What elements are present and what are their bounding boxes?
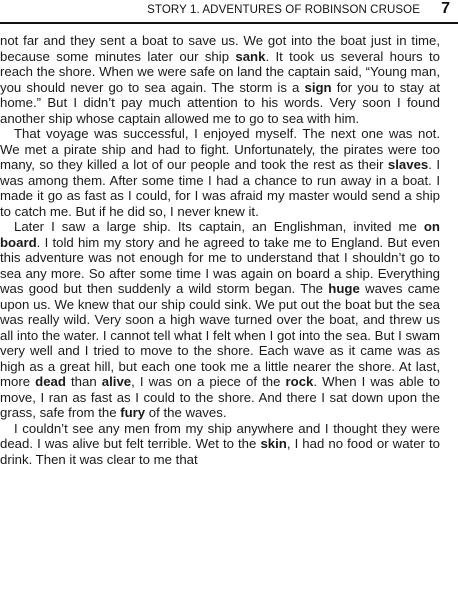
text-run: I couldn’t see any men from my ship anywhere and I thought they were dead. I was alive but felt terrible. Wet to the bbox=[0, 420, 440, 451]
paragraph-4 bbox=[0, 421, 440, 468]
story-text bbox=[0, 33, 440, 467]
text-run: for you to stay at home.” But I didn’t pay much attention to his words. Very soon I found another ship whose captain allowed me to go to sea with him. bbox=[0, 79, 440, 126]
text-run: waves came upon us. We knew that our ship could sink. We put out the boat but the sea was really wild. Very soon a high wave turned over the boat, and threw us all into the water. I cannot tell what I felt when I got into the sea. But I swam very well and I tried to move to the shore. Each wave as it came was as high as a great hill, but each one took me a little nearer the shore. At last, more bbox=[0, 281, 440, 389]
vocabulary-word: sank bbox=[235, 48, 266, 64]
text-run: , I was on a piece of the bbox=[131, 374, 286, 389]
vocabulary-word: fury bbox=[120, 405, 146, 420]
vocabulary-word: sign bbox=[304, 79, 332, 95]
paragraph-3 bbox=[0, 219, 440, 421]
text-run: of the waves. bbox=[145, 405, 227, 420]
vocabulary-word: huge bbox=[328, 281, 360, 296]
text-run: than bbox=[65, 374, 102, 389]
paragraph-1 bbox=[0, 33, 440, 126]
vocabulary-word: slaves bbox=[387, 157, 429, 172]
paragraph-2 bbox=[0, 126, 440, 219]
vocabulary-word: dead bbox=[35, 374, 66, 389]
text-run: Later I saw a large ship. Its captain, an Englishman, invited me bbox=[14, 219, 424, 234]
text-run: . I told him my story and he agreed to take me to England. But even this adventure was not enough for me to understand that I shouldn’t go to sea any more. So after some time I was again on board a ship. Everything was good but then suddenly a wild storm began. The bbox=[0, 234, 440, 296]
vocabulary-word: on board bbox=[0, 219, 440, 250]
vocabulary-word: skin bbox=[260, 436, 287, 451]
text-run: That voyage was successful, I enjoyed myself. The next one was not. We met a pirate ship and had to fight. Unfortunately, the pirates were too many, so they killed a lot of our people and took the rest as their bbox=[0, 126, 440, 172]
header-rule bbox=[0, 22, 458, 24]
vocabulary-word: rock bbox=[285, 374, 314, 389]
vocabulary-word: alive bbox=[101, 374, 132, 389]
text-run: , I had no food or water to drink. Then it was clear to me that bbox=[0, 436, 440, 467]
page-number: 7 bbox=[441, 0, 450, 17]
page-header bbox=[0, 0, 458, 22]
text-run: . It took us several hours to reach the shore. When we were safe on land the captain said, “Young man, you should never go to sea again. The storm is a bbox=[0, 48, 440, 95]
text-run: . I was among them. After some time I had a chance to run away in a boat. I made it go as fast as I could, for I was afraid my master would send a ship to catch me. But if he did so, I never knew it. bbox=[0, 157, 440, 219]
running-title: STORY 1. ADVENTURES OF ROBINSON CRUSOE bbox=[147, 4, 420, 16]
text-run: . When I was able to move, I ran as fast as I could to the shore. And there I sat down upon the grass, safe from the bbox=[0, 374, 440, 420]
text-run: not far and they sent a boat to save us. We got into the boat just in time, because some minutes later our ship bbox=[0, 33, 440, 64]
